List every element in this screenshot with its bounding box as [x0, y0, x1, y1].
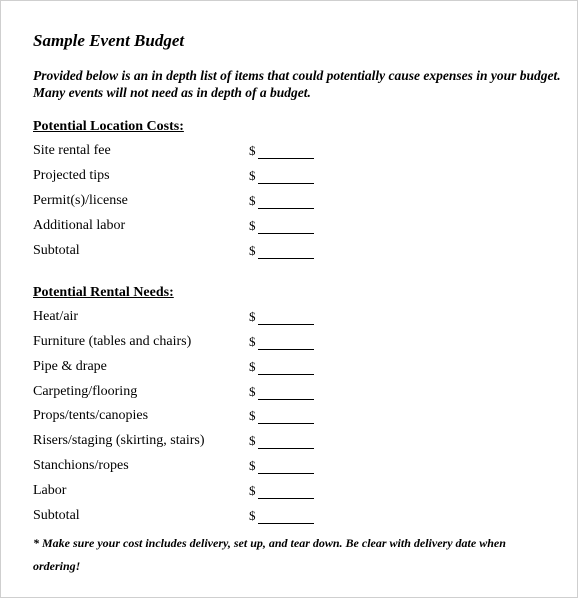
amount-blank	[258, 473, 314, 474]
amount-blank	[258, 258, 314, 259]
dollar-sign: $	[249, 334, 256, 349]
line-label: Additional labor	[33, 218, 126, 233]
amount-blank	[258, 158, 314, 159]
dollar-sign: $	[249, 384, 256, 399]
amount-blank	[258, 498, 314, 499]
intro-paragraph: Provided below is an in depth list of items that could potentially cause expenses in your budget. Many events will not need as in depth of a budget.	[33, 68, 561, 100]
amount-blank	[258, 374, 314, 375]
budget-line-furniture	[33, 334, 323, 354]
budget-line-site-rental	[33, 143, 323, 163]
line-label: Permit(s)/license	[33, 193, 128, 208]
amount-blank	[258, 423, 314, 424]
line-label: Risers/staging (skirting, stairs)	[33, 433, 205, 448]
line-label: Pipe & drape	[33, 359, 107, 374]
footnote: * Make sure your cost includes delivery, set up, and tear down. Be clear with delivery date when ordering!	[33, 536, 506, 573]
line-label: Subtotal	[33, 243, 80, 258]
rental-needs-heading: Potential Rental Needs:	[33, 285, 174, 300]
budget-line-pipe-drape	[33, 359, 323, 379]
amount-blank	[258, 523, 314, 524]
amount-blank	[258, 233, 314, 234]
dollar-sign: $	[249, 433, 256, 448]
budget-line-projected-tips	[33, 168, 323, 188]
budget-line-additional-labor	[33, 218, 323, 238]
budget-line-location-subtotal	[33, 243, 323, 263]
line-label: Furniture (tables and chairs)	[33, 334, 192, 349]
line-label: Projected tips	[33, 168, 110, 183]
budget-line-labor	[33, 483, 323, 503]
amount-blank	[258, 399, 314, 400]
budget-line-permits	[33, 193, 323, 213]
amount-blank	[258, 349, 314, 350]
line-label: Labor	[33, 483, 67, 498]
dollar-sign: $	[249, 359, 256, 374]
line-label: Site rental fee	[33, 143, 111, 158]
budget-line-risers	[33, 433, 323, 453]
line-label: Carpeting/flooring	[33, 384, 138, 399]
amount-blank	[258, 183, 314, 184]
dollar-sign: $	[249, 168, 256, 183]
budget-line-props	[33, 408, 323, 428]
amount-blank	[258, 448, 314, 449]
amount-blank	[258, 324, 314, 325]
amount-blank	[258, 208, 314, 209]
budget-line-heat-air	[33, 309, 323, 329]
budget-line-rental-subtotal	[33, 508, 323, 528]
line-label: Stanchions/ropes	[33, 458, 129, 473]
dollar-sign: $	[249, 309, 256, 324]
dollar-sign: $	[249, 218, 256, 233]
budget-line-carpeting	[33, 384, 323, 404]
dollar-sign: $	[249, 408, 256, 423]
document-title: Sample Event Budget	[33, 31, 185, 50]
dollar-sign: $	[249, 143, 256, 158]
line-label: Heat/air	[33, 309, 79, 324]
location-costs-heading: Potential Location Costs:	[33, 119, 184, 134]
budget-line-stanchions	[33, 458, 323, 478]
dollar-sign: $	[249, 193, 256, 208]
dollar-sign: $	[249, 483, 256, 498]
line-label: Props/tents/canopies	[33, 408, 149, 423]
dollar-sign: $	[249, 458, 256, 473]
dollar-sign: $	[249, 508, 256, 523]
line-label: Subtotal	[33, 508, 80, 523]
dollar-sign: $	[249, 243, 256, 258]
